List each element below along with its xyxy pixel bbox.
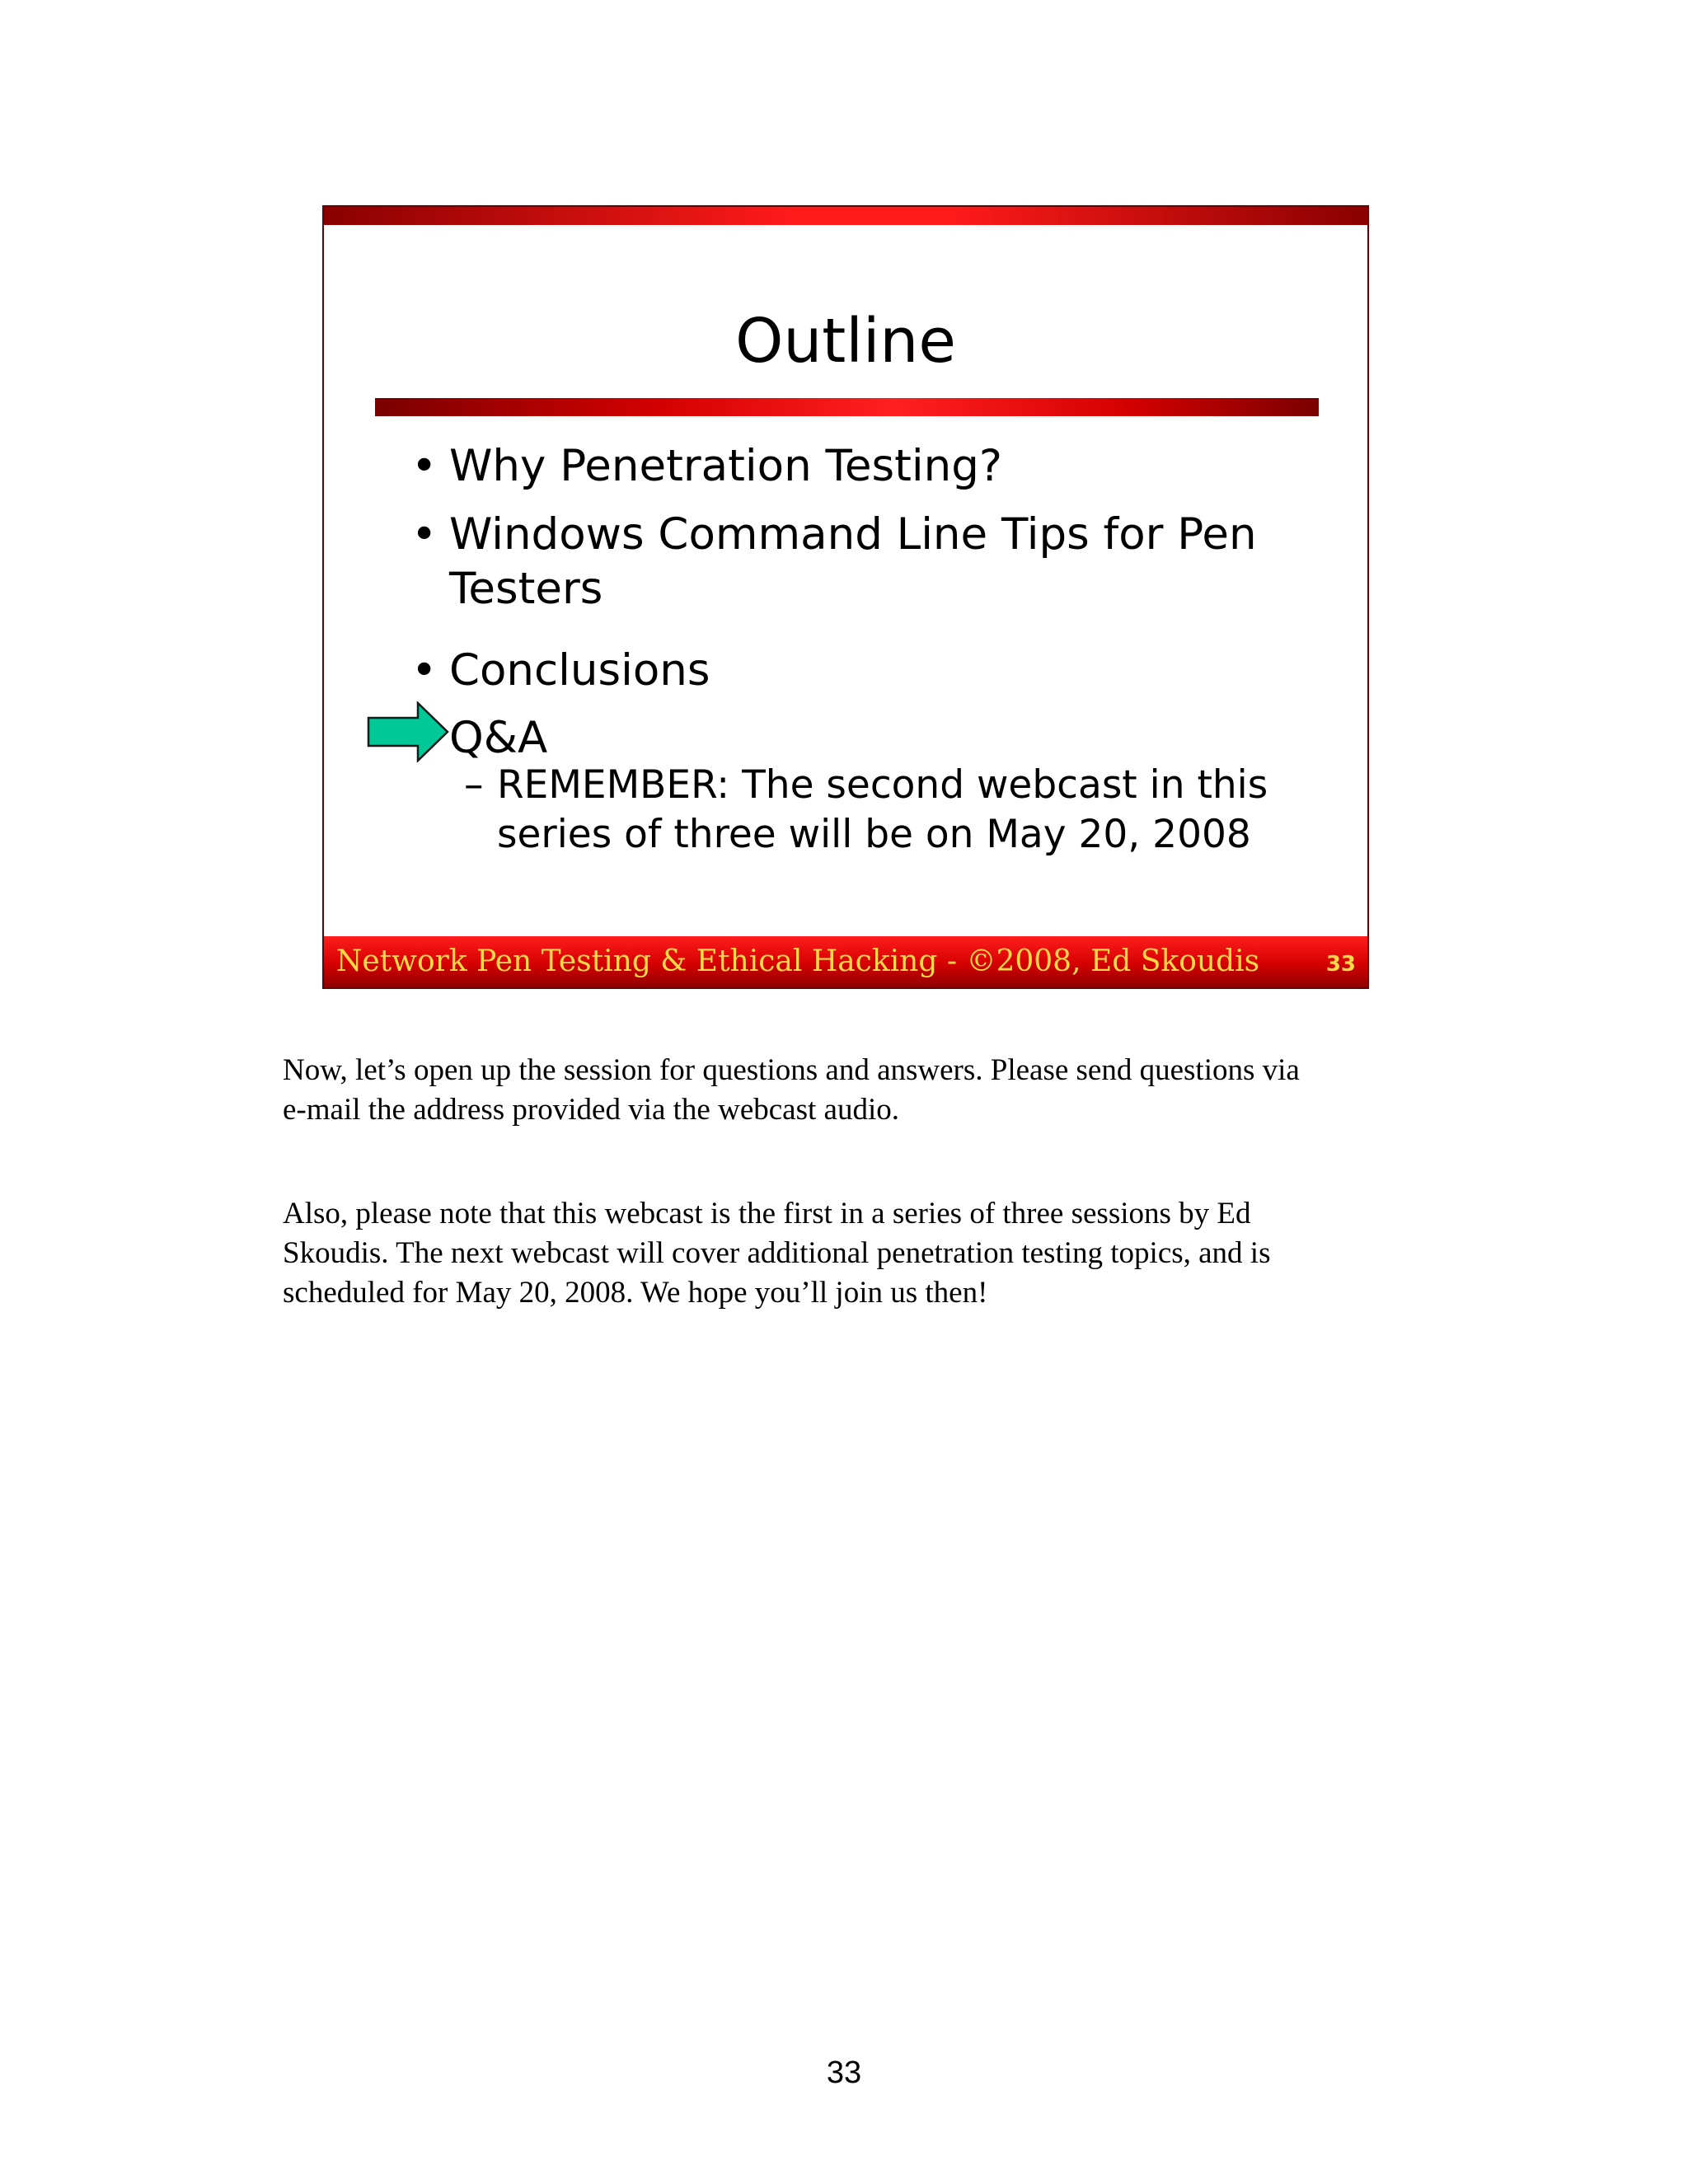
bullet-glyph: •	[411, 509, 438, 560]
right-arrow-icon	[367, 701, 449, 762]
notes-line: e-mail the address provided via the webcast audio.	[283, 1093, 899, 1127]
notes-paragraph	[283, 1051, 1420, 1130]
slide	[322, 205, 1369, 989]
outline-subitem-line: REMEMBER: The second webcast in this	[497, 762, 1268, 808]
slide-title: Outline	[735, 306, 956, 377]
speaker-notes	[283, 1051, 1420, 1377]
notes-line: Now, let’s open up the session for questions and answers. Please send questions via	[283, 1053, 1300, 1087]
notes-line: Also, please note that this webcast is the first in a series of three sessions by Ed	[283, 1197, 1251, 1230]
outline-subitem-line: series of three will be on May 20, 2008	[497, 812, 1251, 857]
notes-paragraph	[283, 1194, 1420, 1313]
outline-item-label: Why Penetration Testing?	[449, 441, 1002, 491]
bullet-glyph: •	[411, 441, 438, 491]
outline-item-line: Testers	[449, 564, 603, 614]
outline-item-label: Q&A	[449, 713, 548, 763]
outline-list	[324, 207, 1367, 987]
outline-item-label	[449, 508, 1257, 616]
notes-line: Skoudis. The next webcast will cover additional penetration testing topics, and is	[283, 1236, 1271, 1270]
outline-subitem-text	[497, 761, 1268, 860]
bullet-glyph: •	[411, 645, 438, 696]
slide-footer-text: Network Pen Testing & Ethical Hacking - ©2008, Ed Skoudis	[335, 944, 1260, 978]
page-number: 33	[826, 2055, 862, 2090]
sub-bullet-dash: –	[464, 762, 484, 808]
outline-item-label: Conclusions	[449, 645, 710, 696]
outline-item-line: Windows Command Line Tips for Pen	[449, 509, 1257, 560]
slide-footer-bar	[324, 936, 1367, 987]
notes-line: scheduled for May 20, 2008. We hope you’ll join us then!	[283, 1276, 988, 1310]
slide-number: 33	[1325, 952, 1356, 977]
